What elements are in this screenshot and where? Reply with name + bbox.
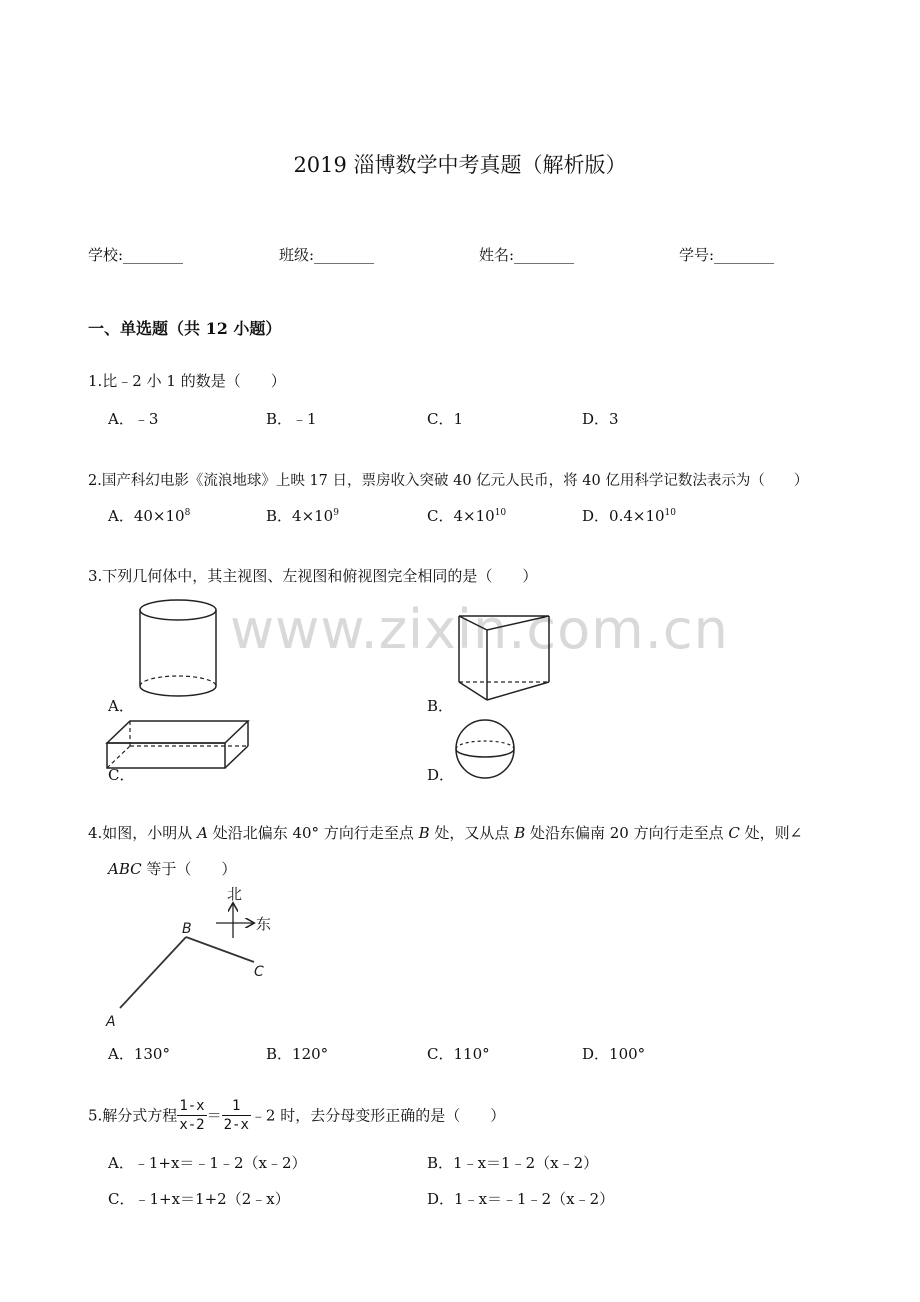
q2-option-d: D．$0.4\times 10^{10}$ — [582, 507, 676, 525]
student-number-field: 学号:________ — [679, 246, 775, 264]
q3-option-b: B． — [427, 697, 454, 715]
q4-option-d: D．100° — [582, 1045, 646, 1063]
direction-path-figure — [100, 882, 290, 1030]
q2-option-a: A．$40\times 10^8$ — [108, 507, 191, 525]
point-c-label: C — [254, 964, 264, 980]
question-1-stem: 1.比﹣2 小 1 的数是（ ） — [88, 372, 286, 390]
q5-option-c: C．﹣1+x＝1+2（2﹣x） — [108, 1190, 290, 1208]
q2-option-b: B．$4\times 10^9$ — [266, 507, 339, 525]
q1-option-b: B．﹣1 — [266, 410, 317, 428]
q1-option-a: A．﹣3 — [108, 410, 159, 428]
question-4-stem-line2: ABC 等于（ ） — [108, 860, 237, 878]
q4-option-b: B．120° — [266, 1045, 329, 1063]
north-label: 北 — [227, 885, 243, 903]
q2-option-c: C．$4\times 10^{10}$ — [427, 507, 507, 525]
q5-option-a: A．﹣1+x＝﹣1﹣2（x﹣2） — [108, 1154, 307, 1172]
q1-option-d: D．3 — [582, 410, 619, 428]
q5-option-b: B．1﹣x＝1﹣2（x﹣2） — [427, 1154, 599, 1172]
fraction-right: $\frac{1}{2-x}$ — [223, 1098, 249, 1133]
page-title: 2019 淄博数学中考真题（解析版） — [293, 153, 627, 177]
question-3-stem: 3.下列几何体中，其主视图、左视图和俯视图完全相同的是（ ） — [88, 567, 538, 585]
point-b-label: B — [182, 921, 192, 937]
section-heading: 一、单选题（共 12 小题） — [88, 319, 282, 338]
cylinder-figure — [136, 596, 226, 700]
school-field: 学校:________ — [88, 246, 184, 264]
q5-option-d: D．1﹣x＝﹣1﹣2（x﹣2） — [427, 1190, 615, 1208]
segment-ab — [120, 937, 186, 1008]
question-5-stem: 5.解分式方程 $\frac{1-x}{x-2}$ ＝ $\frac{1}{2-x}$ ﹣2 时，去分母变形正确的是（ ） — [88, 1098, 506, 1133]
watermark: www.zixin.com.cn — [230, 598, 729, 661]
question-4-stem: 4.如图，小明从 A 处沿北偏东 40° 方向行走至点 B 处，又从点 B 处沿东偏南 20 方向行走至点 C 处，则∠ — [88, 824, 803, 842]
class-field: 班级:________ — [279, 246, 375, 264]
fraction-left: $\frac{1-x}{x-2}$ — [179, 1098, 205, 1133]
q1-option-c: C．1 — [427, 410, 464, 428]
segment-bc — [186, 937, 254, 962]
sphere-figure — [452, 716, 520, 782]
east-label: 东 — [256, 915, 272, 933]
q3-option-a: A． — [108, 697, 134, 715]
q3-option-c: C． — [108, 766, 135, 784]
point-a-label: A — [106, 1014, 116, 1030]
question-2-stem: 2.国产科幻电影《流浪地球》上映 17 日，票房收入突破 40 亿元人民币，将 40 亿用科学记数法表示为（ ） — [88, 473, 809, 489]
q3-option-d: D． — [427, 766, 455, 784]
q4-option-a: A．130° — [108, 1045, 170, 1063]
name-field: 姓名:________ — [479, 246, 575, 264]
q4-option-c: C．110° — [427, 1045, 490, 1063]
triangular-prism-figure — [452, 612, 556, 708]
